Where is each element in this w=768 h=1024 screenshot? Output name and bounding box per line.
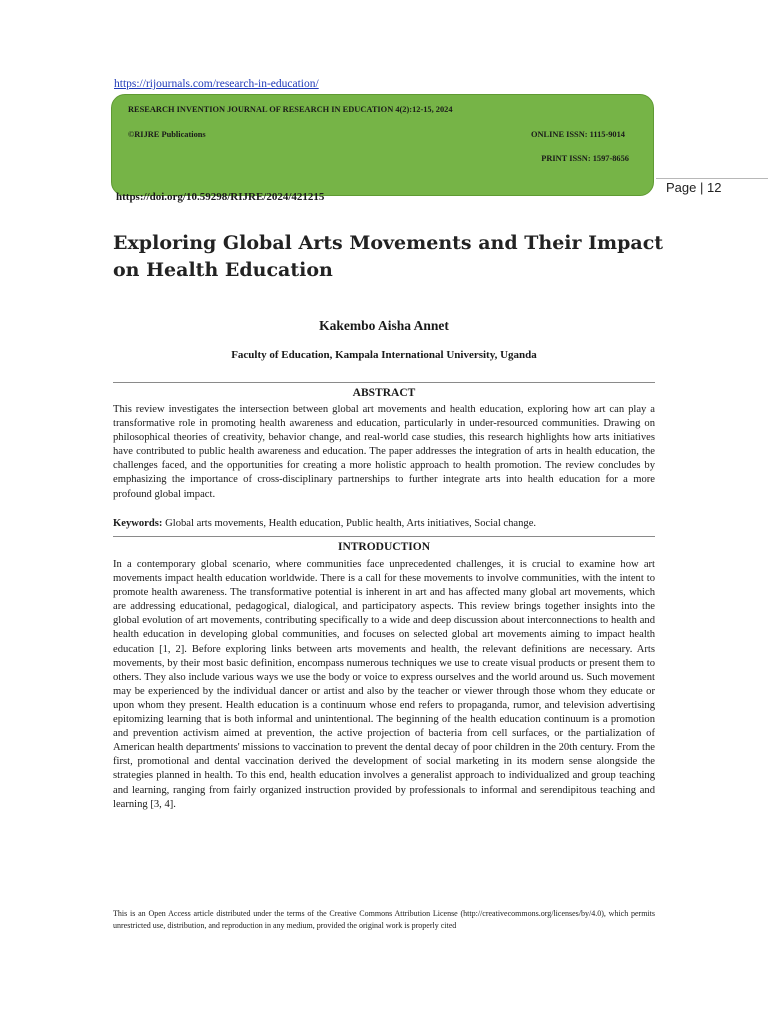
abstract-top-rule	[113, 382, 655, 383]
journal-line: RESEARCH INVENTION JOURNAL OF RESEARCH IN EDUCATION 4(2):12-15, 2024	[128, 105, 453, 114]
introduction-text: In a contemporary global scenario, where communities face unprecedented challenges, it is crucial to examine how art movements impact health education worldwide. There is a call for these movements to involve communities, with the intent to promote health awareness. The transformative potential is inherent in art and has affected many global art movements, which are addressing educational, pedagogical, dialogical, and participatory aspects. This review brings together insights into the global evolution of art movements, contributing specifically to a wide and deep discussion about interconnections to health and health education in developing global communities, and focuses on selected global art movements aiming to impact health education [1, 2]. Before exploring links between arts movements and health, the relevant definitions are necessary. Arts movements, by their most basic definition, encompass numerous techniques we use to create visual products or present them to others. They also include various ways we use the body or voice to express ourselves and the world around us. Such movement may be experienced by the individual dancer or artist and also by the teacher or viewer through those whom they educate or upon whom they present. Health education is a continuum whose end refers to propaganda, rumor, and television advertising epitomizing learning that is both informal and unintentional. The beginning of the health education continuum is a promotion and prevention activism aimed at prevention, the active projection of bacteria from cell surfaces, or the partialization of American health departments' missions to vaccination to prevent the dental decay of poor children in the 20th century. From the first, promotional and dental vaccination derived the development of social marketing in its modern sense alongside the strategies planned in health. To this end, health education involves a generalist approach to individualized and group teaching and learning, ranging from fairly organized instruction provided by professionals to informal and serendipitous teaching and learning [3, 4].	[113, 559, 655, 810]
page-number: Page | 12	[666, 180, 722, 195]
publisher-label: ©RIJRE Publications	[128, 130, 206, 139]
author-affiliation: Faculty of Education, Kampala International University, Uganda	[231, 349, 537, 361]
doi-text: https://doi.org/10.59298/RIJRE/2024/421215	[116, 191, 325, 203]
license-footer: This is an Open Access article distributed under the terms of the Creative Commons Attribution License (http://creativecommons.org/licenses/by/4.0), which permits unrestricted use, distribution, and reproduction in any medium, provided the original work is properly cited	[113, 909, 655, 930]
abstract-text: This review investigates the intersection between global art movements and health education, exploring how art can play a transformative role in promoting health awareness and education, particularly in under-resourced communities. Drawing on philosophical theories of creativity, behavior change, and real-world case studies, this research highlights how arts initiatives have contributed to public health awareness and education. The paper addresses the integration of arts in health education, the challenges faced, and the opportunities for creating a more holistic approach to health promotion. The review concludes by emphasizing the importance of cross-disciplinary partnerships to further integrate arts into health education for a more profound global impact.	[113, 404, 655, 500]
journal-banner	[111, 94, 654, 196]
author-name: Kakembo Aisha Annet	[319, 318, 449, 333]
online-issn: ONLINE ISSN: 1115-9014	[530, 130, 625, 139]
abstract-heading: ABSTRACT	[352, 387, 416, 399]
keywords-text: Global arts movements, Health education, Public health, Arts initiatives, Social change.	[165, 518, 537, 529]
abstract-bottom-rule	[113, 536, 655, 537]
print-issn: PRINT ISSN: 1597-8656	[541, 154, 629, 163]
page-number-rule	[656, 178, 768, 179]
journal-url-link[interactable]: https://rijournals.com/research-in-education/	[114, 78, 319, 90]
article-title: Exploring Global Arts Movements and Their Impact on Health Education	[113, 232, 664, 281]
introduction-heading: INTRODUCTION	[337, 541, 430, 553]
keywords-label: Keywords:	[113, 518, 163, 529]
keywords-line	[113, 517, 655, 531]
